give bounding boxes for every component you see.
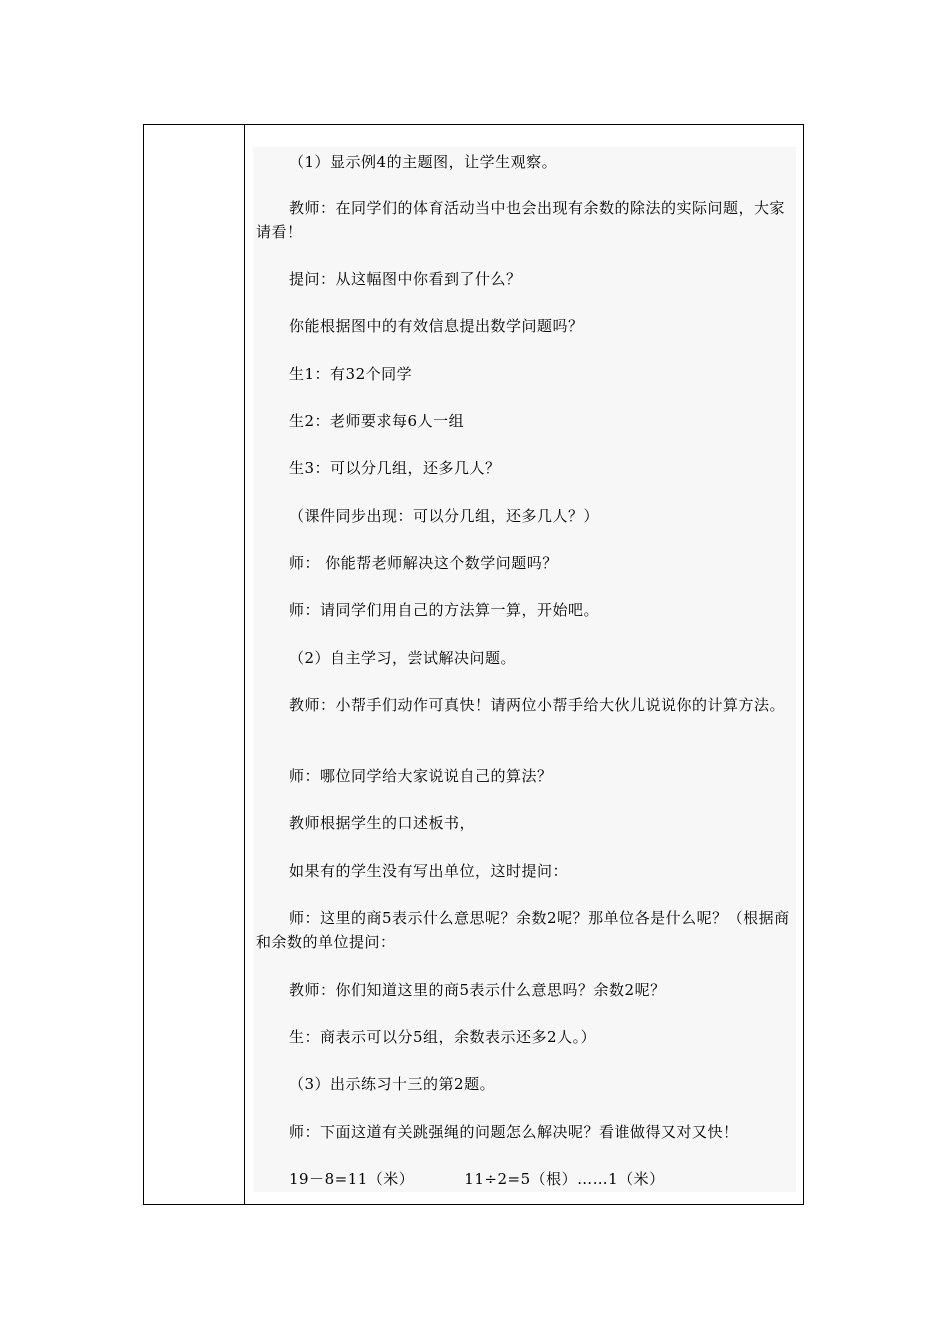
paragraph-question-ask: 你能根据图中的有效信息提出数学问题吗？ [289, 317, 584, 335]
equation-division: 11÷2=5（根）……1（米） [464, 1170, 665, 1188]
paragraph-board-writing: 教师根据学生的口述板书， [289, 814, 476, 832]
paragraph-student-1: 生1：有32个同学 [289, 365, 413, 383]
paragraph-teacher-intro: 教师：在同学们的体育活动当中也会出现有余数的除法的实际问题，大家请看！ [256, 199, 786, 241]
paragraph-question-see: 提问：从这幅图中你看到了什么？ [289, 270, 522, 288]
paragraph-courseware: （课件同步出现：可以分几组，还多几人？） [289, 507, 600, 525]
paragraph-self-study: （2）自主学习，尝试解决问题。 [289, 649, 517, 667]
paragraph-teacher-quotient: 教师：你们知道这里的商5表示什么意思吗？余数2呢？ [289, 981, 666, 999]
paragraph-show-example: （1）显示例4的主题图，让学生观察。 [289, 153, 558, 171]
table-right-cell [245, 125, 803, 1204]
paragraph-exercise: （3）出示练习十三的第2题。 [289, 1075, 496, 1093]
paragraph-units-question: 如果有的学生没有写出单位，这时提问： [289, 862, 569, 880]
paragraph-teacher-help: 师： 你能帮老师解决这个数学问题吗？ [289, 554, 558, 572]
paragraph-student-2: 生2：老师要求每6人一组 [289, 412, 465, 430]
paragraph-student-3: 生3：可以分几组，还多几人？ [289, 459, 501, 477]
equation-subtraction: 19－8=11（米） [289, 1170, 415, 1188]
paragraph-jump-rope: 师：下面这道有关跳强绳的问题怎么解决呢？看谁做得又对又快！ [289, 1123, 739, 1141]
paragraph-teacher-method: 师：哪位同学给大家说说自己的算法？ [289, 767, 553, 785]
paragraph-quotient-meaning: 师：这里的商5表示什么意思呢？余数2呢？那单位各是什么呢？（根据商和余数的单位提问： [256, 909, 790, 951]
table-left-cell [144, 125, 245, 1204]
paragraph-student-answer: 生：商表示可以分5组，余数表示还多2人。） [289, 1028, 597, 1046]
paragraph-teacher-helpers: 教师：小帮手们动作可真快！请两位小帮手给大伙儿说说你的计算方法。 [289, 696, 786, 714]
lesson-table [143, 124, 804, 1205]
paragraph-teacher-calc: 师：请同学们用自己的方法算一算，开始吧。 [289, 601, 600, 619]
paragraph-equations [256, 1167, 797, 1191]
